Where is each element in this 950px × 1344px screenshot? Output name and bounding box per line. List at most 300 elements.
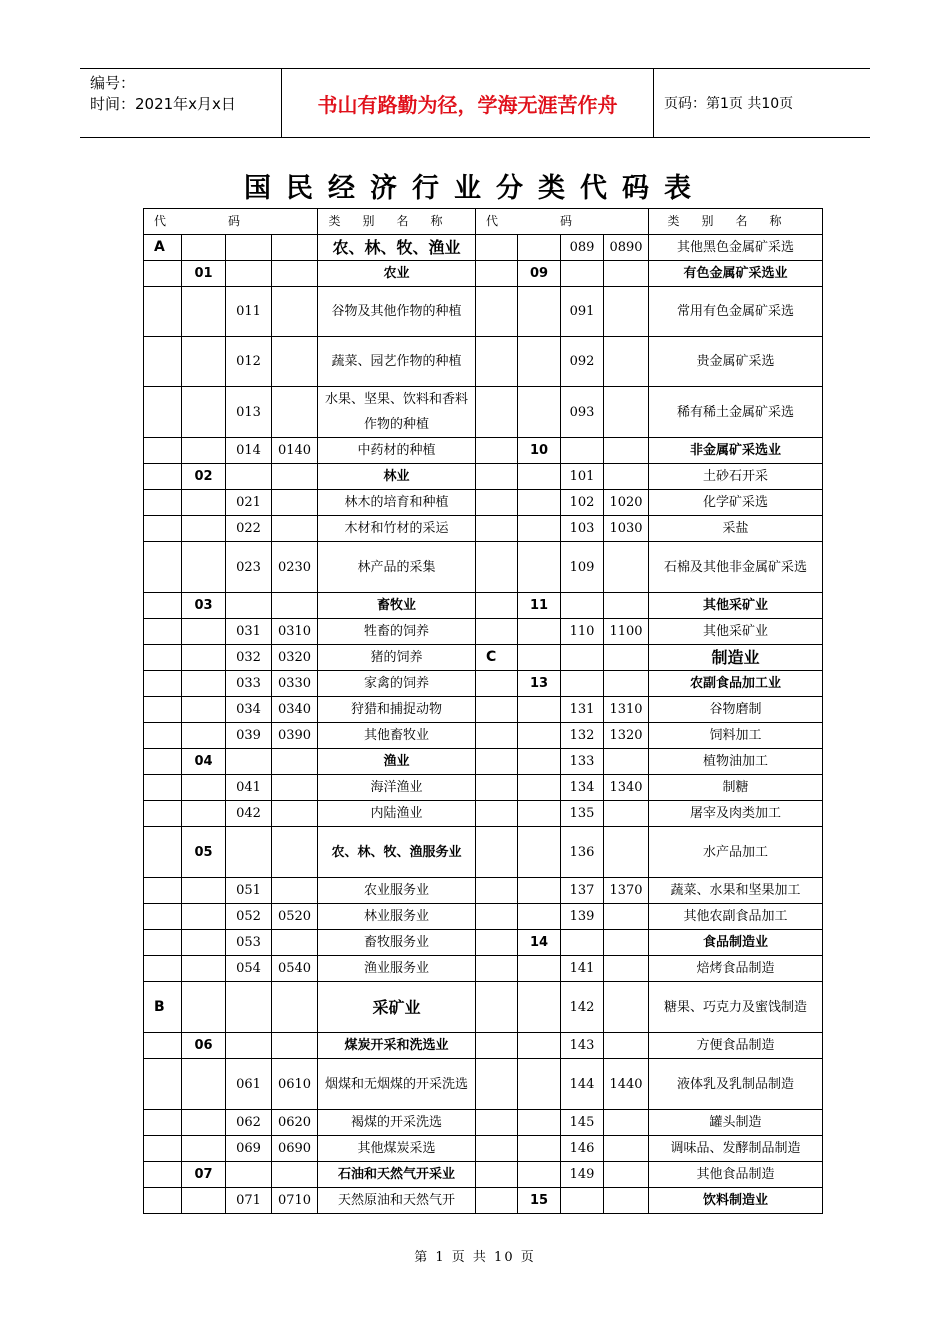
table-row bbox=[144, 1110, 823, 1136]
right-group-cell bbox=[561, 438, 604, 464]
left-class-cell: 0140 bbox=[272, 438, 318, 464]
left-division-cell: 04 bbox=[182, 749, 226, 775]
right-class-cell: 1030 bbox=[604, 516, 649, 542]
table-row bbox=[144, 490, 823, 516]
left-class-cell bbox=[272, 775, 318, 801]
left-section-cell bbox=[144, 697, 182, 723]
left-name-cell: 其他畜牧业 bbox=[318, 723, 476, 749]
right-section-cell: C bbox=[476, 645, 518, 671]
right-name-cell: 其他食品制造 bbox=[649, 1162, 823, 1188]
left-group-cell: 034 bbox=[226, 697, 272, 723]
left-group-cell: 012 bbox=[226, 337, 272, 387]
right-name-cell: 液体乳及乳制品制造 bbox=[649, 1059, 823, 1110]
right-division-cell bbox=[518, 337, 561, 387]
left-division-cell bbox=[182, 542, 226, 593]
table-row bbox=[144, 645, 823, 671]
left-section-cell bbox=[144, 1059, 182, 1110]
left-group-cell: 023 bbox=[226, 542, 272, 593]
right-division-cell: 09 bbox=[518, 261, 561, 287]
left-group-cell: 071 bbox=[226, 1188, 272, 1214]
left-name-cell: 烟煤和无烟煤的开采洗选 bbox=[318, 1059, 476, 1110]
right-group-cell: 145 bbox=[561, 1110, 604, 1136]
right-section-cell bbox=[476, 904, 518, 930]
right-division-cell: 15 bbox=[518, 1188, 561, 1214]
left-class-cell: 0620 bbox=[272, 1110, 318, 1136]
doc-time-label: 时间：2021年x月x日 bbox=[90, 95, 236, 113]
left-division-cell bbox=[182, 697, 226, 723]
right-section-cell bbox=[476, 1110, 518, 1136]
right-name-cell: 屠宰及肉类加工 bbox=[649, 801, 823, 827]
page-footer: 第 1 页 共 10 页 bbox=[414, 1250, 536, 1265]
right-name-cell: 其他农副食品加工 bbox=[649, 904, 823, 930]
left-name-cell: 石油和天然气开采业 bbox=[318, 1162, 476, 1188]
left-class-cell bbox=[272, 930, 318, 956]
right-division-cell: 11 bbox=[518, 593, 561, 619]
left-group-cell: 011 bbox=[226, 287, 272, 337]
left-division-cell bbox=[182, 775, 226, 801]
right-section-cell bbox=[476, 827, 518, 878]
right-division-cell bbox=[518, 723, 561, 749]
right-class-cell bbox=[604, 904, 649, 930]
right-class-cell bbox=[604, 956, 649, 982]
right-name-cell: 农副食品加工业 bbox=[649, 671, 823, 697]
table-row bbox=[144, 464, 823, 490]
right-name-cell: 糖果、巧克力及蜜饯制造 bbox=[649, 982, 823, 1033]
table-row bbox=[144, 1162, 823, 1188]
right-name-cell: 焙烤食品制造 bbox=[649, 956, 823, 982]
left-division-cell bbox=[182, 619, 226, 645]
left-class-cell: 0310 bbox=[272, 619, 318, 645]
left-section-cell bbox=[144, 542, 182, 593]
left-division-cell bbox=[182, 723, 226, 749]
right-division-cell bbox=[518, 464, 561, 490]
left-section-cell bbox=[144, 956, 182, 982]
left-division-cell bbox=[182, 387, 226, 438]
left-section-cell bbox=[144, 1188, 182, 1214]
right-name-cell: 石棉及其他非金属矿采选 bbox=[649, 542, 823, 593]
right-class-cell bbox=[604, 387, 649, 438]
right-class-cell: 1340 bbox=[604, 775, 649, 801]
left-name-cell: 畜牧业 bbox=[318, 593, 476, 619]
right-class-cell bbox=[604, 982, 649, 1033]
doc-number-label: 编号： bbox=[90, 74, 136, 92]
left-class-cell bbox=[272, 387, 318, 438]
right-division-cell bbox=[518, 235, 561, 261]
left-name-cell: 中药材的种植 bbox=[318, 438, 476, 464]
right-name-cell: 其他采矿业 bbox=[649, 619, 823, 645]
table-header-row bbox=[144, 209, 823, 235]
right-group-cell: 109 bbox=[561, 542, 604, 593]
right-section-cell bbox=[476, 261, 518, 287]
right-group-cell bbox=[561, 930, 604, 956]
left-section-cell bbox=[144, 1162, 182, 1188]
right-group-cell: 132 bbox=[561, 723, 604, 749]
left-division-cell: 05 bbox=[182, 827, 226, 878]
right-group-cell: 146 bbox=[561, 1136, 604, 1162]
right-name-cell: 贵金属矿采选 bbox=[649, 337, 823, 387]
left-group-cell: 013 bbox=[226, 387, 272, 438]
table-row bbox=[144, 542, 823, 593]
left-division-cell bbox=[182, 930, 226, 956]
left-division-cell bbox=[182, 878, 226, 904]
left-class-cell bbox=[272, 464, 318, 490]
left-class-cell: 0230 bbox=[272, 542, 318, 593]
left-division-cell bbox=[182, 645, 226, 671]
left-group-cell: 054 bbox=[226, 956, 272, 982]
right-group-cell: 141 bbox=[561, 956, 604, 982]
right-group-cell bbox=[561, 593, 604, 619]
right-division-cell bbox=[518, 1033, 561, 1059]
right-division-cell bbox=[518, 878, 561, 904]
left-section-cell bbox=[144, 645, 182, 671]
left-name-cell: 家禽的饲养 bbox=[318, 671, 476, 697]
right-class-cell bbox=[604, 1162, 649, 1188]
right-group-cell: 143 bbox=[561, 1033, 604, 1059]
left-division-cell: 07 bbox=[182, 1162, 226, 1188]
right-name-cell: 其他采矿业 bbox=[649, 593, 823, 619]
right-division-cell bbox=[518, 982, 561, 1033]
left-name-cell: 其他煤炭采选 bbox=[318, 1136, 476, 1162]
left-section-cell bbox=[144, 827, 182, 878]
right-name-cell: 常用有色金属矿采选 bbox=[649, 287, 823, 337]
right-class-cell bbox=[604, 827, 649, 878]
left-class-cell bbox=[272, 1162, 318, 1188]
right-group-cell bbox=[561, 261, 604, 287]
left-section-cell bbox=[144, 516, 182, 542]
left-name-cell: 农、林、牧、渔业 bbox=[318, 235, 476, 261]
table-row bbox=[144, 1188, 823, 1214]
left-name-cell: 畜牧服务业 bbox=[318, 930, 476, 956]
right-section-cell bbox=[476, 542, 518, 593]
left-class-cell bbox=[272, 516, 318, 542]
right-section-cell bbox=[476, 801, 518, 827]
left-name-cell: 木材和竹材的采运 bbox=[318, 516, 476, 542]
right-division-cell bbox=[518, 904, 561, 930]
right-group-cell bbox=[561, 671, 604, 697]
left-name-cell: 林业服务业 bbox=[318, 904, 476, 930]
right-name-cell: 饲料加工 bbox=[649, 723, 823, 749]
left-division-cell bbox=[182, 1136, 226, 1162]
right-class-cell: 1020 bbox=[604, 490, 649, 516]
left-group-cell: 069 bbox=[226, 1136, 272, 1162]
right-class-cell bbox=[604, 930, 649, 956]
right-class-cell bbox=[604, 261, 649, 287]
right-name-cell: 方便食品制造 bbox=[649, 1033, 823, 1059]
right-section-cell bbox=[476, 982, 518, 1033]
header-slogan: 书山有路勤为径，学海无涯苦作舟 bbox=[282, 69, 654, 137]
left-division-cell: 03 bbox=[182, 593, 226, 619]
right-section-cell bbox=[476, 671, 518, 697]
left-group-cell bbox=[226, 1033, 272, 1059]
right-division-cell bbox=[518, 1059, 561, 1110]
right-class-cell bbox=[604, 337, 649, 387]
left-section-cell bbox=[144, 723, 182, 749]
right-division-cell bbox=[518, 490, 561, 516]
right-name-cell: 化学矿采选 bbox=[649, 490, 823, 516]
right-name-cell: 有色金属矿采选业 bbox=[649, 261, 823, 287]
table-row bbox=[144, 956, 823, 982]
left-group-cell: 053 bbox=[226, 930, 272, 956]
left-name-cell: 水果、坚果、饮料和香料作物的种植 bbox=[318, 387, 476, 438]
left-name-cell: 狩猎和捕捉动物 bbox=[318, 697, 476, 723]
left-class-cell bbox=[272, 337, 318, 387]
right-section-cell bbox=[476, 287, 518, 337]
right-class-cell bbox=[604, 1033, 649, 1059]
table-row bbox=[144, 387, 823, 438]
table-row bbox=[144, 723, 823, 749]
left-group-cell bbox=[226, 261, 272, 287]
left-section-cell: B bbox=[144, 982, 182, 1033]
left-section-cell bbox=[144, 287, 182, 337]
left-section-cell bbox=[144, 1033, 182, 1059]
right-section-cell bbox=[476, 1059, 518, 1110]
right-division-cell bbox=[518, 516, 561, 542]
left-class-cell bbox=[272, 235, 318, 261]
right-section-cell bbox=[476, 235, 518, 261]
table-row bbox=[144, 1033, 823, 1059]
right-class-cell bbox=[604, 593, 649, 619]
right-group-cell: 149 bbox=[561, 1162, 604, 1188]
right-division-cell bbox=[518, 1136, 561, 1162]
right-section-cell bbox=[476, 930, 518, 956]
left-group-cell: 039 bbox=[226, 723, 272, 749]
left-group-cell: 021 bbox=[226, 490, 272, 516]
left-group-cell: 051 bbox=[226, 878, 272, 904]
left-section-cell: A bbox=[144, 235, 182, 261]
left-group-cell bbox=[226, 593, 272, 619]
right-division-cell bbox=[518, 801, 561, 827]
right-name-cell: 非金属矿采选业 bbox=[649, 438, 823, 464]
right-group-cell bbox=[561, 645, 604, 671]
left-class-cell: 0540 bbox=[272, 956, 318, 982]
left-section-cell bbox=[144, 593, 182, 619]
page-title: 国民经济行业分类代码表 bbox=[244, 173, 706, 204]
left-class-cell bbox=[272, 1033, 318, 1059]
document-header bbox=[80, 68, 870, 138]
right-group-cell: 103 bbox=[561, 516, 604, 542]
right-division-cell bbox=[518, 542, 561, 593]
right-division-cell: 10 bbox=[518, 438, 561, 464]
header-meta bbox=[80, 69, 282, 137]
right-class-cell bbox=[604, 1110, 649, 1136]
left-division-cell bbox=[182, 337, 226, 387]
table-row bbox=[144, 235, 823, 261]
right-name-cell: 饮料制造业 bbox=[649, 1188, 823, 1214]
left-group-cell: 041 bbox=[226, 775, 272, 801]
left-division-cell bbox=[182, 801, 226, 827]
left-name-cell: 林产品的采集 bbox=[318, 542, 476, 593]
right-group-cell: 091 bbox=[561, 287, 604, 337]
right-section-cell bbox=[476, 749, 518, 775]
left-division-cell bbox=[182, 982, 226, 1033]
right-group-cell: 139 bbox=[561, 904, 604, 930]
table-row bbox=[144, 982, 823, 1033]
left-class-cell: 0330 bbox=[272, 671, 318, 697]
left-group-cell: 061 bbox=[226, 1059, 272, 1110]
right-group-cell: 102 bbox=[561, 490, 604, 516]
table-row bbox=[144, 697, 823, 723]
right-section-cell bbox=[476, 337, 518, 387]
left-group-cell bbox=[226, 464, 272, 490]
table-row bbox=[144, 930, 823, 956]
left-division-cell: 01 bbox=[182, 261, 226, 287]
right-division-cell bbox=[518, 645, 561, 671]
left-name-cell: 煤炭开采和洗选业 bbox=[318, 1033, 476, 1059]
left-group-cell: 031 bbox=[226, 619, 272, 645]
right-division-cell: 14 bbox=[518, 930, 561, 956]
table-row bbox=[144, 801, 823, 827]
right-group-cell: 110 bbox=[561, 619, 604, 645]
right-name-cell: 采盐 bbox=[649, 516, 823, 542]
right-name-cell: 蔬菜、水果和坚果加工 bbox=[649, 878, 823, 904]
left-class-cell: 0710 bbox=[272, 1188, 318, 1214]
right-class-cell bbox=[604, 438, 649, 464]
left-name-cell: 农、林、牧、渔服务业 bbox=[318, 827, 476, 878]
left-class-cell: 0320 bbox=[272, 645, 318, 671]
right-name-cell: 其他黑色金属矿采选 bbox=[649, 235, 823, 261]
left-name-cell: 内陆渔业 bbox=[318, 801, 476, 827]
left-class-cell bbox=[272, 878, 318, 904]
table-body bbox=[144, 209, 823, 1214]
table-row bbox=[144, 878, 823, 904]
right-section-cell bbox=[476, 1033, 518, 1059]
header-code-left: 代码 bbox=[144, 209, 318, 235]
right-section-cell bbox=[476, 619, 518, 645]
table-row bbox=[144, 516, 823, 542]
table-row bbox=[144, 438, 823, 464]
left-group-cell: 042 bbox=[226, 801, 272, 827]
right-name-cell: 制糖 bbox=[649, 775, 823, 801]
left-name-cell: 天然原油和天然气开 bbox=[318, 1188, 476, 1214]
left-group-cell bbox=[226, 982, 272, 1033]
right-name-cell: 食品制造业 bbox=[649, 930, 823, 956]
header-name-right: 类别名称 bbox=[649, 209, 823, 235]
left-division-cell bbox=[182, 956, 226, 982]
left-name-cell: 农业服务业 bbox=[318, 878, 476, 904]
right-division-cell bbox=[518, 827, 561, 878]
left-name-cell: 蔬菜、园艺作物的种植 bbox=[318, 337, 476, 387]
right-division-cell: 13 bbox=[518, 671, 561, 697]
left-group-cell: 052 bbox=[226, 904, 272, 930]
left-class-cell bbox=[272, 593, 318, 619]
right-section-cell bbox=[476, 387, 518, 438]
left-section-cell bbox=[144, 1110, 182, 1136]
left-group-cell: 022 bbox=[226, 516, 272, 542]
right-section-cell bbox=[476, 775, 518, 801]
right-name-cell: 调味品、发酵制品制造 bbox=[649, 1136, 823, 1162]
left-class-cell bbox=[272, 801, 318, 827]
left-division-cell bbox=[182, 287, 226, 337]
right-class-cell bbox=[604, 464, 649, 490]
left-division-cell bbox=[182, 235, 226, 261]
table-row bbox=[144, 1059, 823, 1110]
left-class-cell bbox=[272, 261, 318, 287]
table-row bbox=[144, 337, 823, 387]
left-name-cell: 牲畜的饲养 bbox=[318, 619, 476, 645]
right-division-cell bbox=[518, 697, 561, 723]
left-division-cell bbox=[182, 516, 226, 542]
header-name-left: 类别名称 bbox=[318, 209, 476, 235]
right-division-cell bbox=[518, 287, 561, 337]
left-group-cell: 032 bbox=[226, 645, 272, 671]
right-group-cell: 137 bbox=[561, 878, 604, 904]
left-section-cell bbox=[144, 261, 182, 287]
right-class-cell bbox=[604, 645, 649, 671]
right-section-cell bbox=[476, 723, 518, 749]
left-name-cell: 林业 bbox=[318, 464, 476, 490]
right-name-cell: 稀有稀土金属矿采选 bbox=[649, 387, 823, 438]
table-row bbox=[144, 619, 823, 645]
left-class-cell: 0520 bbox=[272, 904, 318, 930]
left-name-cell: 渔业 bbox=[318, 749, 476, 775]
right-section-cell bbox=[476, 438, 518, 464]
table-row bbox=[144, 671, 823, 697]
left-name-cell: 采矿业 bbox=[318, 982, 476, 1033]
right-group-cell: 144 bbox=[561, 1059, 604, 1110]
header-page-label: 页码：第1页 共10页 bbox=[664, 96, 794, 112]
right-section-cell bbox=[476, 490, 518, 516]
right-group-cell: 142 bbox=[561, 982, 604, 1033]
left-section-cell bbox=[144, 671, 182, 697]
table-row bbox=[144, 593, 823, 619]
table-row bbox=[144, 827, 823, 878]
right-section-cell bbox=[476, 1136, 518, 1162]
right-group-cell: 135 bbox=[561, 801, 604, 827]
right-division-cell bbox=[518, 956, 561, 982]
left-division-cell bbox=[182, 438, 226, 464]
left-section-cell bbox=[144, 387, 182, 438]
right-name-cell: 水产品加工 bbox=[649, 827, 823, 878]
left-section-cell bbox=[144, 464, 182, 490]
right-section-cell bbox=[476, 1162, 518, 1188]
right-class-cell: 0890 bbox=[604, 235, 649, 261]
right-group-cell: 101 bbox=[561, 464, 604, 490]
left-section-cell bbox=[144, 749, 182, 775]
right-group-cell: 134 bbox=[561, 775, 604, 801]
right-section-cell bbox=[476, 593, 518, 619]
right-name-cell: 罐头制造 bbox=[649, 1110, 823, 1136]
right-class-cell bbox=[604, 749, 649, 775]
right-group-cell: 133 bbox=[561, 749, 604, 775]
right-class-cell: 1440 bbox=[604, 1059, 649, 1110]
right-division-cell bbox=[518, 1110, 561, 1136]
left-section-cell bbox=[144, 619, 182, 645]
left-class-cell bbox=[272, 827, 318, 878]
left-group-cell bbox=[226, 235, 272, 261]
left-name-cell: 褐煤的开采洗选 bbox=[318, 1110, 476, 1136]
right-class-cell: 1370 bbox=[604, 878, 649, 904]
left-group-cell: 014 bbox=[226, 438, 272, 464]
left-class-cell bbox=[272, 749, 318, 775]
industry-code-table bbox=[143, 208, 823, 1214]
left-section-cell bbox=[144, 1136, 182, 1162]
right-class-cell: 1310 bbox=[604, 697, 649, 723]
right-section-cell bbox=[476, 464, 518, 490]
right-group-cell: 131 bbox=[561, 697, 604, 723]
left-division-cell: 02 bbox=[182, 464, 226, 490]
left-division-cell bbox=[182, 1188, 226, 1214]
left-class-cell: 0690 bbox=[272, 1136, 318, 1162]
right-class-cell: 1100 bbox=[604, 619, 649, 645]
right-group-cell: 136 bbox=[561, 827, 604, 878]
right-division-cell bbox=[518, 775, 561, 801]
right-division-cell bbox=[518, 749, 561, 775]
left-section-cell bbox=[144, 775, 182, 801]
right-group-cell: 093 bbox=[561, 387, 604, 438]
table-row bbox=[144, 1136, 823, 1162]
left-section-cell bbox=[144, 490, 182, 516]
left-name-cell: 猪的饲养 bbox=[318, 645, 476, 671]
